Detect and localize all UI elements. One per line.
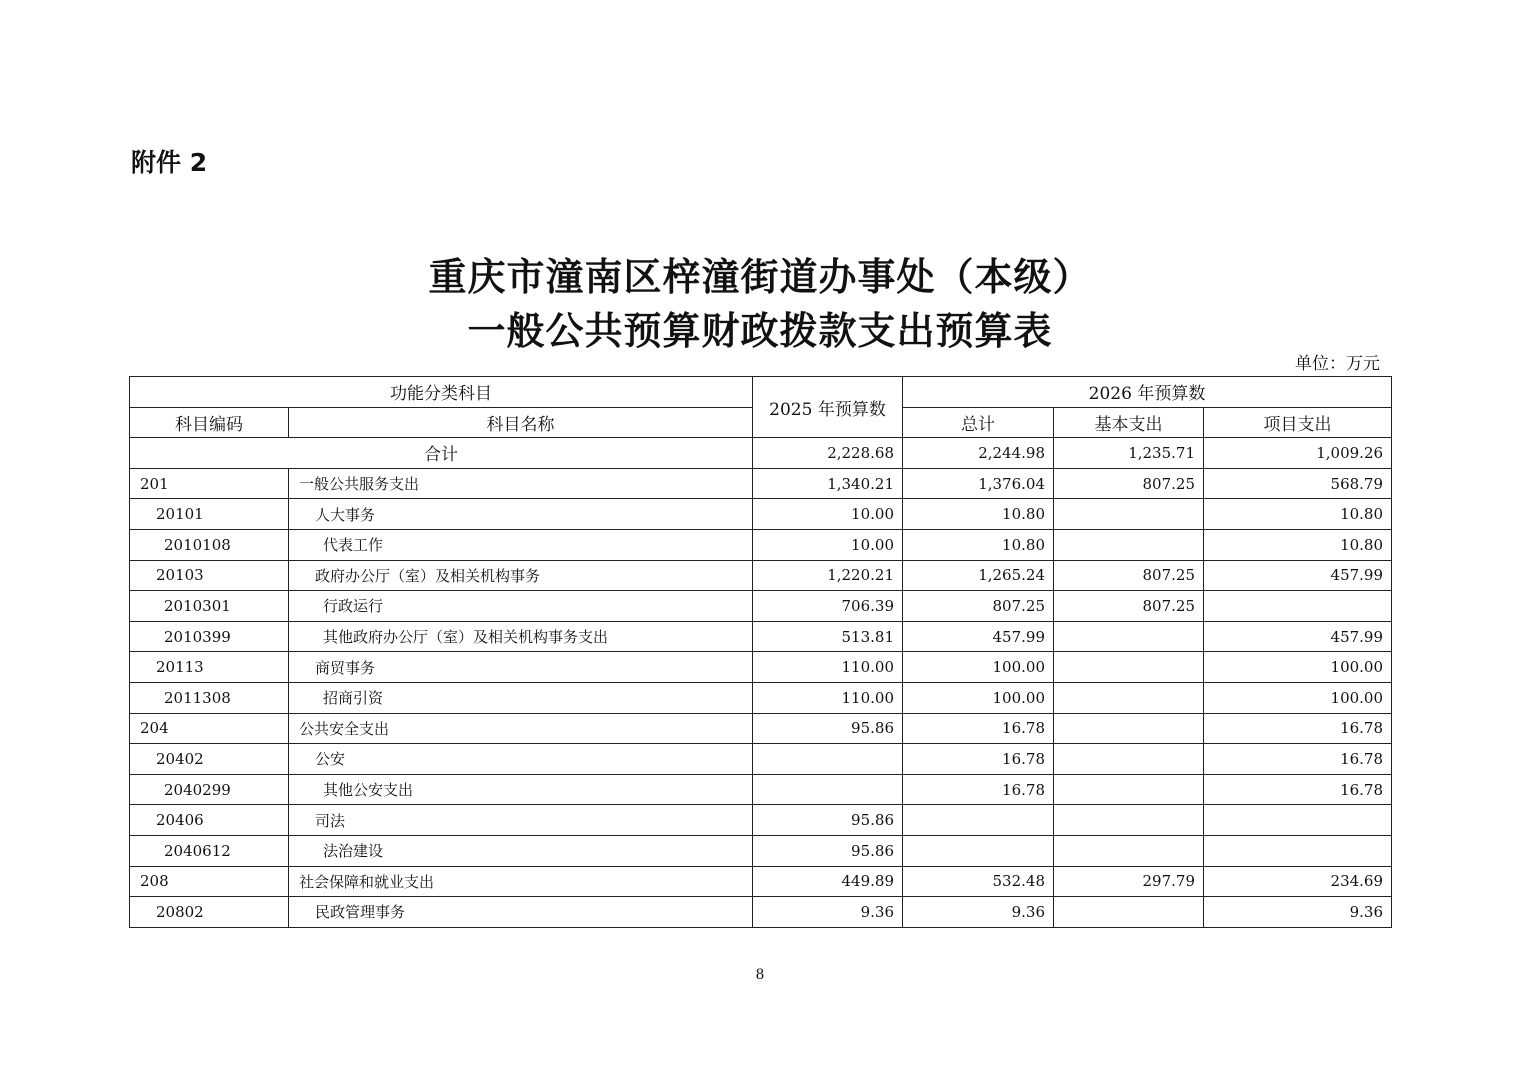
basic-expense-cell: [1054, 713, 1204, 744]
header-project-expense: 项目支出: [1204, 407, 1392, 438]
subject-name-cell: 其他公安支出: [289, 774, 753, 805]
header-budget-2026: 2026 年预算数: [903, 377, 1392, 408]
basic-expense-cell: [1054, 897, 1204, 928]
basic-expense-cell: [1054, 774, 1204, 805]
project-expense-cell: [1204, 835, 1392, 866]
total-cell: 10.80: [903, 529, 1054, 560]
subject-code-cell: 20101: [130, 499, 289, 530]
budget-2025-cell: 110.00: [753, 652, 903, 683]
table-row: [130, 560, 1392, 591]
budget-2025-cell: 10.00: [753, 499, 903, 530]
total-cell: [903, 835, 1054, 866]
budget-2025-cell: 1,220.21: [753, 560, 903, 591]
budget-2025-cell: 95.86: [753, 713, 903, 744]
total-cell: 10.80: [903, 499, 1054, 530]
total-cell: 16.78: [903, 744, 1054, 775]
total-cell: 457.99: [903, 621, 1054, 652]
basic-expense-cell: [1054, 621, 1204, 652]
page-number: 8: [755, 967, 765, 983]
page-title-line2: 一般公共预算财政拨款支出预算表: [467, 308, 1053, 353]
project-expense-cell: 568.79: [1204, 468, 1392, 499]
table-row: [130, 621, 1392, 652]
table-row: [130, 744, 1392, 775]
basic-expense-cell: [1054, 805, 1204, 836]
budget-2025-cell: [753, 744, 903, 775]
total-cell: 9.36: [903, 897, 1054, 928]
basic-expense-cell: [1054, 682, 1204, 713]
total-cell: 1,265.24: [903, 560, 1054, 591]
subject-code-cell: 2010301: [130, 591, 289, 622]
header-functional-category: 功能分类科目: [130, 377, 753, 408]
total-basic: 1,235.71: [1054, 438, 1204, 469]
basic-expense-cell: 807.25: [1054, 591, 1204, 622]
project-expense-cell: 10.80: [1204, 529, 1392, 560]
subject-name-cell: 司法: [289, 805, 753, 836]
total-row: [130, 438, 1392, 469]
budget-2025-cell: 1,340.21: [753, 468, 903, 499]
subject-name-cell: 民政管理事务: [289, 897, 753, 928]
header-subject-name: 科目名称: [289, 407, 753, 438]
total-total: 2,244.98: [903, 438, 1054, 469]
subject-name-cell: 公安: [289, 744, 753, 775]
budget-2025-cell: 10.00: [753, 529, 903, 560]
table-row: [130, 529, 1392, 560]
subject-code-cell: 20113: [130, 652, 289, 683]
subject-name-cell: 公共安全支出: [289, 713, 753, 744]
header-subject-code: 科目编码: [130, 407, 289, 438]
budget-2025-cell: 449.89: [753, 866, 903, 897]
basic-expense-cell: [1054, 529, 1204, 560]
subject-code-cell: 20802: [130, 897, 289, 928]
project-expense-cell: 9.36: [1204, 897, 1392, 928]
subject-name-cell: 代表工作: [289, 529, 753, 560]
subject-code-cell: 2040612: [130, 835, 289, 866]
total-cell: 532.48: [903, 866, 1054, 897]
budget-table: [129, 376, 1392, 928]
subject-code-cell: 201: [130, 468, 289, 499]
table-row: [130, 774, 1392, 805]
project-expense-cell: 457.99: [1204, 560, 1392, 591]
header-budget-2025: 2025 年预算数: [753, 377, 903, 438]
subject-name-cell: 社会保障和就业支出: [289, 866, 753, 897]
subject-name-cell: 一般公共服务支出: [289, 468, 753, 499]
total-cell: [903, 805, 1054, 836]
attachment-label: 附件 2: [131, 148, 208, 177]
table-row: [130, 468, 1392, 499]
table-row: [130, 713, 1392, 744]
project-expense-cell: [1204, 805, 1392, 836]
total-cell: 16.78: [903, 713, 1054, 744]
budget-2025-cell: 95.86: [753, 835, 903, 866]
basic-expense-cell: 297.79: [1054, 866, 1204, 897]
basic-expense-cell: [1054, 499, 1204, 530]
table-row: [130, 805, 1392, 836]
total-cell: 1,376.04: [903, 468, 1054, 499]
basic-expense-cell: 807.25: [1054, 560, 1204, 591]
header-row-1: [130, 377, 1392, 408]
budget-2025-cell: 95.86: [753, 805, 903, 836]
project-expense-cell: 457.99: [1204, 621, 1392, 652]
budget-2025-cell: 513.81: [753, 621, 903, 652]
project-expense-cell: [1204, 591, 1392, 622]
project-expense-cell: 16.78: [1204, 744, 1392, 775]
subject-name-cell: 法治建设: [289, 835, 753, 866]
total-cell: 807.25: [903, 591, 1054, 622]
table-row: [130, 591, 1392, 622]
table-row: [130, 499, 1392, 530]
subject-code-cell: 20406: [130, 805, 289, 836]
subject-name-cell: 商贸事务: [289, 652, 753, 683]
subject-code-cell: 2011308: [130, 682, 289, 713]
project-expense-cell: 10.80: [1204, 499, 1392, 530]
subject-name-cell: 行政运行: [289, 591, 753, 622]
subject-code-cell: 20103: [130, 560, 289, 591]
project-expense-cell: 100.00: [1204, 652, 1392, 683]
budget-2025-cell: 9.36: [753, 897, 903, 928]
subject-code-cell: 204: [130, 713, 289, 744]
total-cell: 16.78: [903, 774, 1054, 805]
table-row: [130, 866, 1392, 897]
budget-2025-cell: 706.39: [753, 591, 903, 622]
project-expense-cell: 100.00: [1204, 682, 1392, 713]
subject-name-cell: 政府办公厅（室）及相关机构事务: [289, 560, 753, 591]
header-basic-expense: 基本支出: [1054, 407, 1204, 438]
basic-expense-cell: [1054, 744, 1204, 775]
subject-name-cell: 招商引资: [289, 682, 753, 713]
subject-code-cell: 2040299: [130, 774, 289, 805]
basic-expense-cell: [1054, 652, 1204, 683]
project-expense-cell: 16.78: [1204, 774, 1392, 805]
header-total: 总计: [903, 407, 1054, 438]
table-row: [130, 835, 1392, 866]
basic-expense-cell: [1054, 835, 1204, 866]
budget-2025-cell: 110.00: [753, 682, 903, 713]
basic-expense-cell: 807.25: [1054, 468, 1204, 499]
table-row: [130, 652, 1392, 683]
subject-code-cell: 2010399: [130, 621, 289, 652]
subject-code-cell: 2010108: [130, 529, 289, 560]
total-label: 合计: [130, 438, 753, 469]
subject-code-cell: 208: [130, 866, 289, 897]
table-row: [130, 897, 1392, 928]
page-title-line1: 重庆市潼南区梓潼街道办事处（本级）: [428, 254, 1092, 299]
table-row: [130, 682, 1392, 713]
project-expense-cell: 16.78: [1204, 713, 1392, 744]
total-cell: 100.00: [903, 682, 1054, 713]
total-b2025: 2,228.68: [753, 438, 903, 469]
subject-name-cell: 其他政府办公厅（室）及相关机构事务支出: [289, 621, 753, 652]
subject-name-cell: 人大事务: [289, 499, 753, 530]
total-project: 1,009.26: [1204, 438, 1392, 469]
total-cell: 100.00: [903, 652, 1054, 683]
budget-2025-cell: [753, 774, 903, 805]
unit-label: 单位：万元: [1295, 354, 1380, 374]
project-expense-cell: 234.69: [1204, 866, 1392, 897]
subject-code-cell: 20402: [130, 744, 289, 775]
